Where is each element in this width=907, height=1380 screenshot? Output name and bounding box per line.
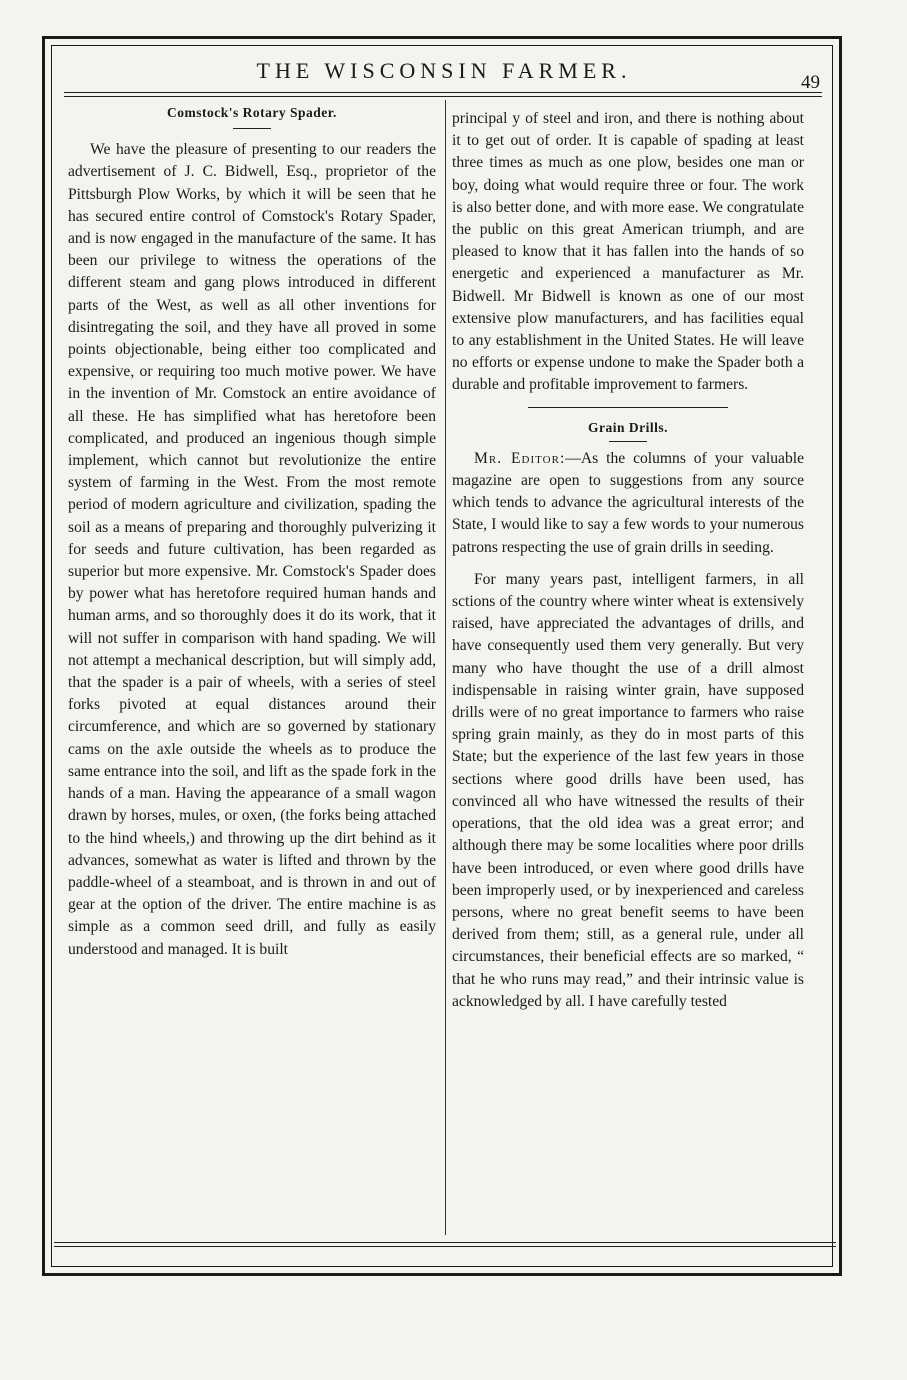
- right-column: [452, 108, 804, 1013]
- title-rule: [233, 128, 271, 129]
- article-title-spader: Comstock's Rotary Spader.: [167, 105, 337, 120]
- letter-paragraph: For many years past, intelligent farmers, in all sctions of the country where winter wheat is extensively raised, have appreciated the advantages of drills, and have consequently used them very generally. But very many who have thought the use of a drill almost indispensable in raising winter grain, have supposed drills were of no great importance to farmers who raise spring grain mainly, as they do in most parts of this State; but the experience of the last few years in those sections where good drills have been used, has convinced all who have witnessed the results of their operations, that the old idea was a great error; and although there may be some localities where poor drills have been introduced, or even where good drills have been improperly used, or by inexperienced and careless persons, where no great benefit seems to have been derived from them; still, as a general rule, under all circumstances, their beneficial effects are so marked, “ that he who runs may read,” and their intrinsic value is acknowledged by all. I have carefully tested: [452, 570, 804, 1010]
- column-divider: [445, 100, 446, 1235]
- article-paragraph: We have the pleasure of presenting to our readers the advertisement of J. C. Bidwell, Esq., proprietor of the Pittsburgh Plow Works, by which it will be seen that he has secured entire control of Comstock's Rotary Spader, and is now engaged in the manufacture of the same. It has been our privilege to witness the operations of the different steam and gang plows introduced in different parts of the West, as well as all other inventions for disintregating the soil, and they have all proved in some points objectionable, being either too complicated and expensive, or requiring too much motive power. We have in the invention of Mr. Comstock an entire avoidance of all these. He has simplified what has heretofore been complicated, and produced an ingenious though simple implement, which cannot but revolutionize the entire system of farming in the West. From the most remote period of modern agriculture and civilization, spading the soil as a means of preparing and thoroughly pulverizing it for seeds and future cultivation, has been regarded as superior but more expensive. Mr. Comstock's Spader does by power what has heretofore required human hands and human arms, and so thoroughly does it do its work, that it will not suffer in comparison with hand spading. We will not attempt a mechanical description, but will simply add, that the spader is a pair of wheels, with a series of steel forks pivoted at equal distances around their circumference, and which are so governed by stationary cams on the axle outside the wheels as to produce the same entrance into the soil, and lift as the spade fork in the hands of a man. Having the appearance of a small wagon drawn by horses, mules, or oxen, (the forks being attached to the hind wheels,) and throwing up the dirt behind as it advances, somewhat as water is lifted and thrown by the paddle-wheel of a steamboat, and is thrown in and out of gear at the option of the driver. The entire machine is as simple as a common seed drill, and fully as easily understood and managed. It is built: [68, 141, 436, 958]
- footer-rule: [54, 1246, 836, 1247]
- journal-title: THE WISCONSIN FARMER.: [256, 58, 632, 83]
- salutation: Mr. Editor:: [474, 449, 566, 467]
- header-rule: [64, 96, 822, 97]
- footer-rule: [54, 1242, 836, 1243]
- article-title-grain-drills: Grain Drills.: [588, 419, 668, 435]
- letter-paragraph: [452, 448, 804, 559]
- section-divider: [452, 403, 804, 413]
- left-column: [68, 102, 436, 961]
- letter-text: —As the columns of your valuable magazine are open to suggestions from any source which tends to advance the agricultural interests of the State, I would like to say a few words to your numerous patrons respecting the use of grain drills in seeding.: [452, 449, 805, 556]
- page-number: 49: [801, 72, 820, 93]
- title-rule: [609, 441, 647, 442]
- running-head: [64, 58, 824, 94]
- article-paragraph-continued: principal y of steel and iron, and there is nothing about it to get out of order. It is capable of spading at least three times as much as one plow, besides one man or boy, doing what would require three or four. The work is also better done, and with more ease. We congratulate the public on this great American triumph, and are pleased to know that it has fallen into the hands of so energetic and experienced a manufacturer as Mr. Bidwell. Mr Bidwell is known as one of our most extensive plow manufacturers, and has facilities equal to any establishment in the United States. He will leave no efforts or expense undone to make the Spader both a durable and profitable improvement to farmers.: [452, 110, 804, 394]
- header-rule: [64, 92, 822, 93]
